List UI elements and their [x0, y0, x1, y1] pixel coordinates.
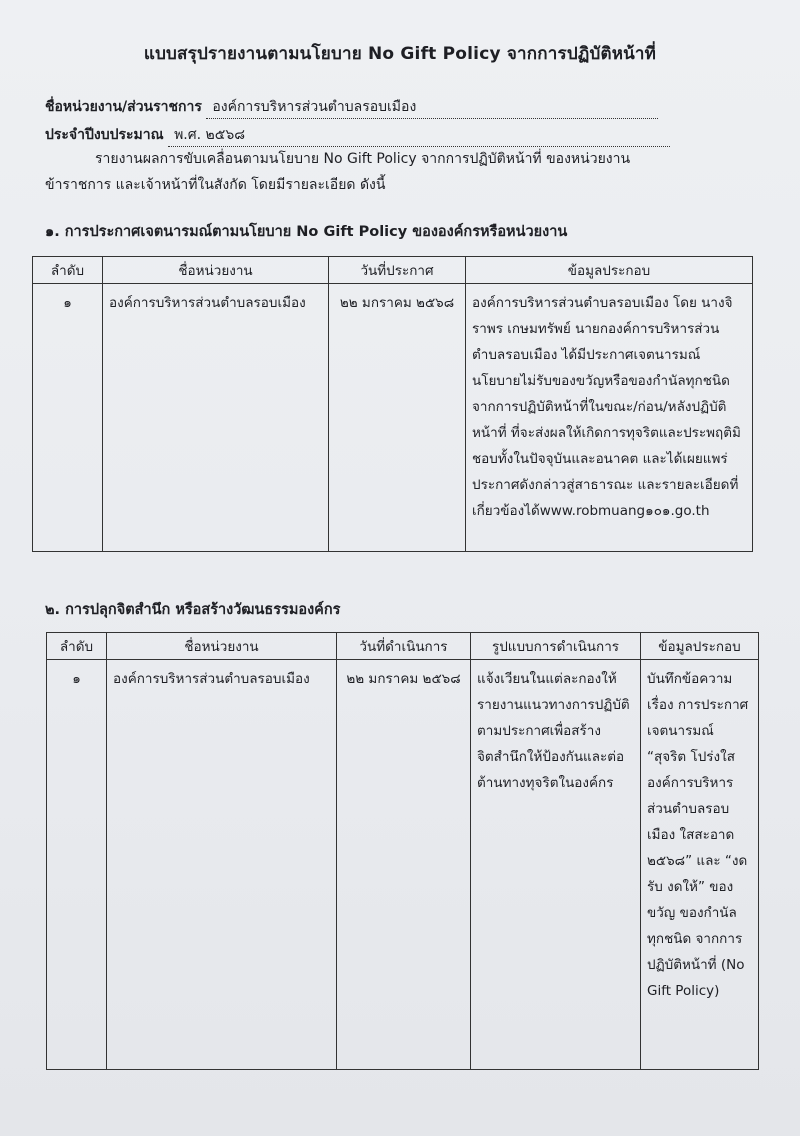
cell-details: องค์การบริหารส่วนตำบลรอบเมือง โดย นางจิราพร เกษมทรัพย์ นายกองค์การบริหารส่วนตำบลรอบเมือง ได้มีประกาศเจตนารมณ์นโยบายไม่รับของขวัญหรือของกำนัลทุกชนิดจากการปฏิบัติหน้าที่ในขณะ/ก่อน/หลังปฏิบัติหน้าที่ ที่จะส่งผลให้เกิดการทุจริตและประพฤติมิชอบทั้งในปัจจุบันและอนาคต และได้เผยแพร่ประกาศดังกล่าวสู่สาธารณะ และรายละเอียดที่เกี่ยวข้องได้www.robmuang๑๐๑.go.th — [466, 284, 753, 552]
agency-label: ชื่อหน่วยงาน/ส่วนราชการ — [45, 99, 202, 115]
fiscal-year-value: พ.ศ. ๒๕๖๘ — [168, 124, 670, 147]
cell-agency: องค์การบริหารส่วนตำบลรอบเมือง — [103, 284, 329, 552]
cell-agency: องค์การบริหารส่วนตำบลรอบเมือง — [107, 660, 337, 1070]
section-2-heading: ๒. การปลุกจิตสำนึก หรือสร้างวัฒนธรรมองค์กร — [45, 602, 341, 618]
col-header-date: วันที่ดำเนินการ — [337, 633, 471, 660]
col-header-agency: ชื่อหน่วยงาน — [107, 633, 337, 660]
cell-date: ๒๒ มกราคม ๒๕๖๘ — [329, 284, 466, 552]
table-header-row — [33, 257, 753, 284]
culture-table — [46, 632, 759, 1070]
intro-line-2: ข้าราชการ และเจ้าหน้าที่ในสังกัด โดยมีรายละเอียด ดังนี้ — [45, 177, 386, 193]
announcement-table — [32, 256, 753, 552]
cell-no: ๑ — [47, 660, 107, 1070]
col-header-no: ลำดับ — [47, 633, 107, 660]
col-header-date: วันที่ประกาศ — [329, 257, 466, 284]
col-header-details: ข้อมูลประกอบ — [466, 257, 753, 284]
fiscal-year-label: ประจำปีงบประมาณ — [45, 127, 164, 143]
table-row — [33, 284, 753, 552]
cell-no: ๑ — [33, 284, 103, 552]
col-header-agency: ชื่อหน่วยงาน — [103, 257, 329, 284]
intro-paragraph — [45, 146, 705, 198]
fiscal-year-field — [45, 124, 670, 147]
agency-field — [45, 96, 658, 119]
agency-value: องค์การบริหารส่วนตำบลรอบเมือง — [206, 96, 658, 119]
cell-date: ๒๒ มกราคม ๒๕๖๘ — [337, 660, 471, 1070]
col-header-method: รูปแบบการดำเนินการ — [471, 633, 641, 660]
col-header-details: ข้อมูลประกอบ — [641, 633, 759, 660]
section-1-heading: ๑. การประกาศเจตนารมณ์ตามนโยบาย No Gift Policy ขององค์กรหรือหน่วยงาน — [45, 224, 568, 240]
table-header-row — [47, 633, 759, 660]
cell-method: แจ้งเวียนในแต่ละกองให้รายงานแนวทางการปฏิบัติตามประกาศเพื่อสร้างจิตสำนึกให้ป้องกันและต่อต้านทางทุจริตในองค์กร — [471, 660, 641, 1070]
col-header-no: ลำดับ — [33, 257, 103, 284]
table-row — [47, 660, 759, 1070]
intro-line-1: รายงานผลการขับเคลื่อนตามนโยบาย No Gift Policy จากการปฏิบัติหน้าที่ ของหน่วยงาน — [95, 151, 631, 167]
page-title: แบบสรุปรายงานตามนโยบาย No Gift Policy จากการปฏิบัติหน้าที่ — [143, 44, 657, 64]
cell-details: บันทึกข้อความ เรื่อง การประกาศเจตนารมณ์ “สุจริต โปร่งใส องค์การบริหารส่วนตำบลรอบเมือง ใสสะอาด ๒๕๖๘” และ “งดรับ งดให้” ของขวัญ ของกำนัลทุกชนิด จากการปฏิบัติหน้าที่ (No Gift Policy) — [641, 660, 759, 1070]
